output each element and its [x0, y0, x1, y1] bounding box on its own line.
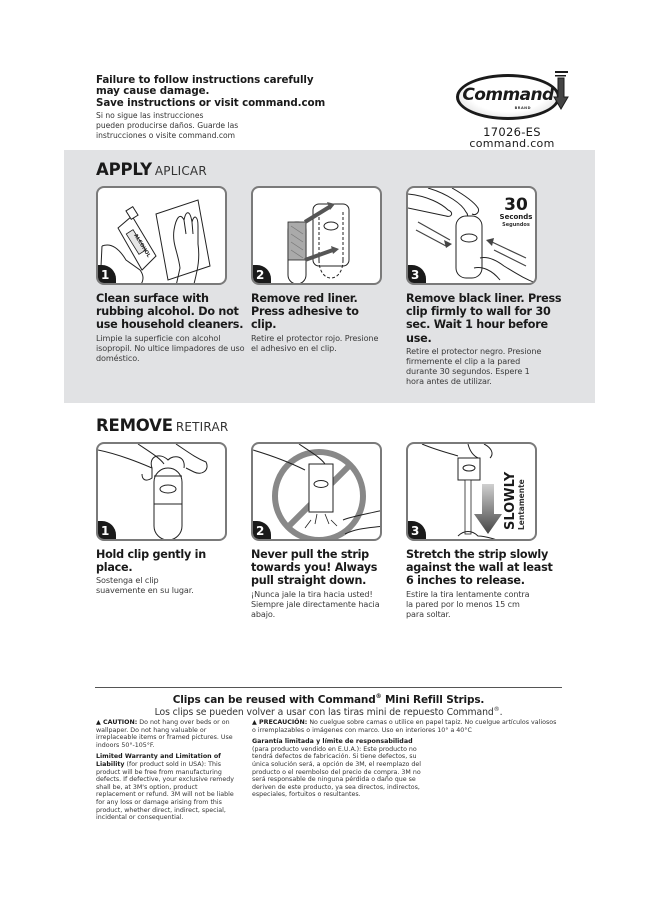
command-logo-block: [452, 74, 572, 150]
svg-text:SLOWLY: SLOWLY: [503, 471, 518, 530]
svg-text:30: 30: [504, 195, 528, 215]
product-code: 17026-ES: [483, 125, 541, 139]
instruction-en: Clean surface with rubbing alcohol. Do not use household cleaners.: [96, 292, 244, 332]
apply-step-1-text: [96, 292, 248, 363]
remove-liner-icon: [253, 188, 382, 285]
remove-heading: [96, 416, 228, 435]
remove-title-es: RETIRAR: [175, 420, 229, 434]
warranty-text: (for product sold in USA): This product will be free from manufacturing defects. If defective, your exclusive remedy shall be, at 3M's option, product replacement or refund. 3M will not be liable for any loss or damage arising from this product, whether direct, indirect, special, incidental or consequential.: [96, 760, 234, 822]
warranty-label: Limited Warranty and Limitation of Liability: [96, 753, 221, 768]
stretch-strip-icon: [408, 444, 537, 541]
instruction-en: Hold clip gently in place.: [96, 548, 206, 575]
warning-line: instrucciones o visite command.com: [96, 131, 236, 141]
remove-title-en: REMOVE: [96, 416, 173, 435]
warning-line: Failure to follow instructions carefully: [96, 74, 314, 86]
step-number-badge: 1: [96, 265, 116, 285]
instruction-en: Never pull the strip towards you! Always pull straight down.: [251, 548, 378, 588]
warning-spanish: [96, 111, 416, 141]
instruction-es: Sostenga el clip suavemente en su lugar.: [96, 575, 194, 596]
instruction-es: Retire el protector rojo. Presione el adhesivo en el clip.: [251, 332, 379, 353]
apply-step-3-text: [406, 292, 566, 386]
step-number-badge: 2: [251, 521, 271, 541]
step-number-badge: 1: [96, 521, 116, 541]
instruction-en: Remove black liner. Press clip firmly to wall for 30 sec. Wait 1 hour before use.: [406, 292, 562, 345]
website-url: command.com: [469, 137, 555, 150]
precaucion-label: ▲ PRECAUCIÓN:: [252, 719, 308, 726]
reuse-note-es: [95, 707, 562, 718]
remove-step-1-text: [96, 548, 206, 595]
svg-text:Segundos: Segundos: [502, 222, 530, 228]
apply-heading: [96, 160, 207, 179]
reuse-text: .: [499, 707, 503, 718]
svg-text:Seconds: Seconds: [499, 213, 533, 221]
reuse-note-en: [95, 694, 562, 706]
svg-text:Lentamente: Lentamente: [517, 479, 526, 530]
warranty-paragraph: [96, 753, 236, 821]
warning-english: [96, 75, 416, 109]
precaucion-paragraph: [252, 719, 562, 734]
apply-title-es: APLICAR: [154, 164, 207, 178]
press-clip-icon: [408, 188, 537, 285]
instruction-es: Limpie la superficie con alcohol isopropil. No ultice limpadores de uso doméstico.: [96, 332, 245, 363]
instruction-en: Remove red liner. Press adhesive to clip.: [251, 292, 359, 332]
remove-step-3-illustration: [406, 442, 537, 541]
garantia-text: (para producto vendido en E.U.A.): Este producto no tendrá defectos de fabricación. Si tiene defectos, su única solución será, a opción de 3M, el reemplazo del producto o el reembolso del precio de compra. 3M no será responsable de ninguna pérdida o daño que se deriven de este producto, ya sea directos, indirectos, especiales, fortuitos o resultantes.: [252, 745, 422, 799]
apply-step-2-text: [251, 292, 379, 353]
apply-step-2-illustration: [251, 186, 382, 285]
command-logo: [456, 74, 560, 120]
step-number-badge: 3: [406, 265, 426, 285]
hook-arrow-icon: [553, 71, 569, 111]
damage-warning: [96, 75, 416, 141]
svg-text:ALCOHOL: ALCOHOL: [132, 232, 152, 259]
warning-line: Save instructions or visit command.com: [96, 96, 326, 109]
caution-text: Do not hang over beds or on wallpaper. Do not hang valuable or irreplaceable items or framed pictures. Use indoors 50°-105°F.: [96, 719, 233, 749]
brand-subtext: BRAND: [514, 106, 531, 110]
remove-step-2-illustration: [251, 442, 382, 541]
caution-label: ▲ CAUTION:: [96, 719, 138, 726]
registered-mark: ®: [375, 693, 382, 700]
footer-divider: [95, 687, 562, 688]
warning-line: may cause damage.: [96, 85, 210, 98]
instruction-en: Stretch the strip slowly against the wall at least 6 inches to release.: [406, 548, 553, 588]
alcohol-wipe-icon: [98, 188, 227, 285]
instruction-es: ¡Nunca jale la tira hacia usted! Siempre jale directamente hacia abajo.: [251, 588, 380, 619]
registered-mark: ®: [493, 706, 500, 713]
caution-paragraph: [96, 719, 236, 749]
remove-step-3-text: [406, 548, 556, 619]
reuse-text: Clips can be reused with Command: [172, 694, 376, 706]
prohibited-pull-icon: [253, 444, 382, 541]
instruction-es: Retire el protector negro. Presione firmemente el clip a la pared durante 30 segundos. Espere 1 hora antes de utilizar.: [406, 345, 542, 386]
remove-step-1-illustration: [96, 442, 227, 541]
garantia-paragraph: [252, 738, 422, 799]
apply-step-3-illustration: [406, 186, 537, 285]
warning-line: Si no sigue las instrucciones: [96, 111, 204, 121]
brand-wordmark: Command: [462, 85, 554, 105]
reuse-text: Los clips se pueden volver a usar con las tiras mini de repuesto Command: [154, 707, 494, 718]
instruction-es: Estire la tira lentamente contra la pared por lo menos 15 cm para soltar.: [406, 588, 530, 619]
step-number-badge: 3: [406, 521, 426, 541]
remove-step-2-text: [251, 548, 391, 619]
garantia-label: Garantía limitada y límite de responsabilidad: [252, 738, 413, 746]
apply-step-1-illustration: [96, 186, 227, 285]
spanish-legal: [252, 719, 562, 799]
step-number-badge: 2: [251, 265, 271, 285]
warning-line: pueden producirse daños. Guarde las: [96, 121, 239, 131]
reuse-text: Mini Refill Strips.: [381, 694, 485, 706]
apply-title-en: APPLY: [96, 160, 152, 179]
hold-clip-icon: [98, 444, 227, 541]
precaucion-text: No cuelgue sobre camas o utilice en papel tapiz. No cuelgue artículos valiosos o irremplazables o imágenes con marco. Uso en interiores 10° a 40°C: [252, 719, 557, 734]
english-legal: [96, 719, 236, 822]
